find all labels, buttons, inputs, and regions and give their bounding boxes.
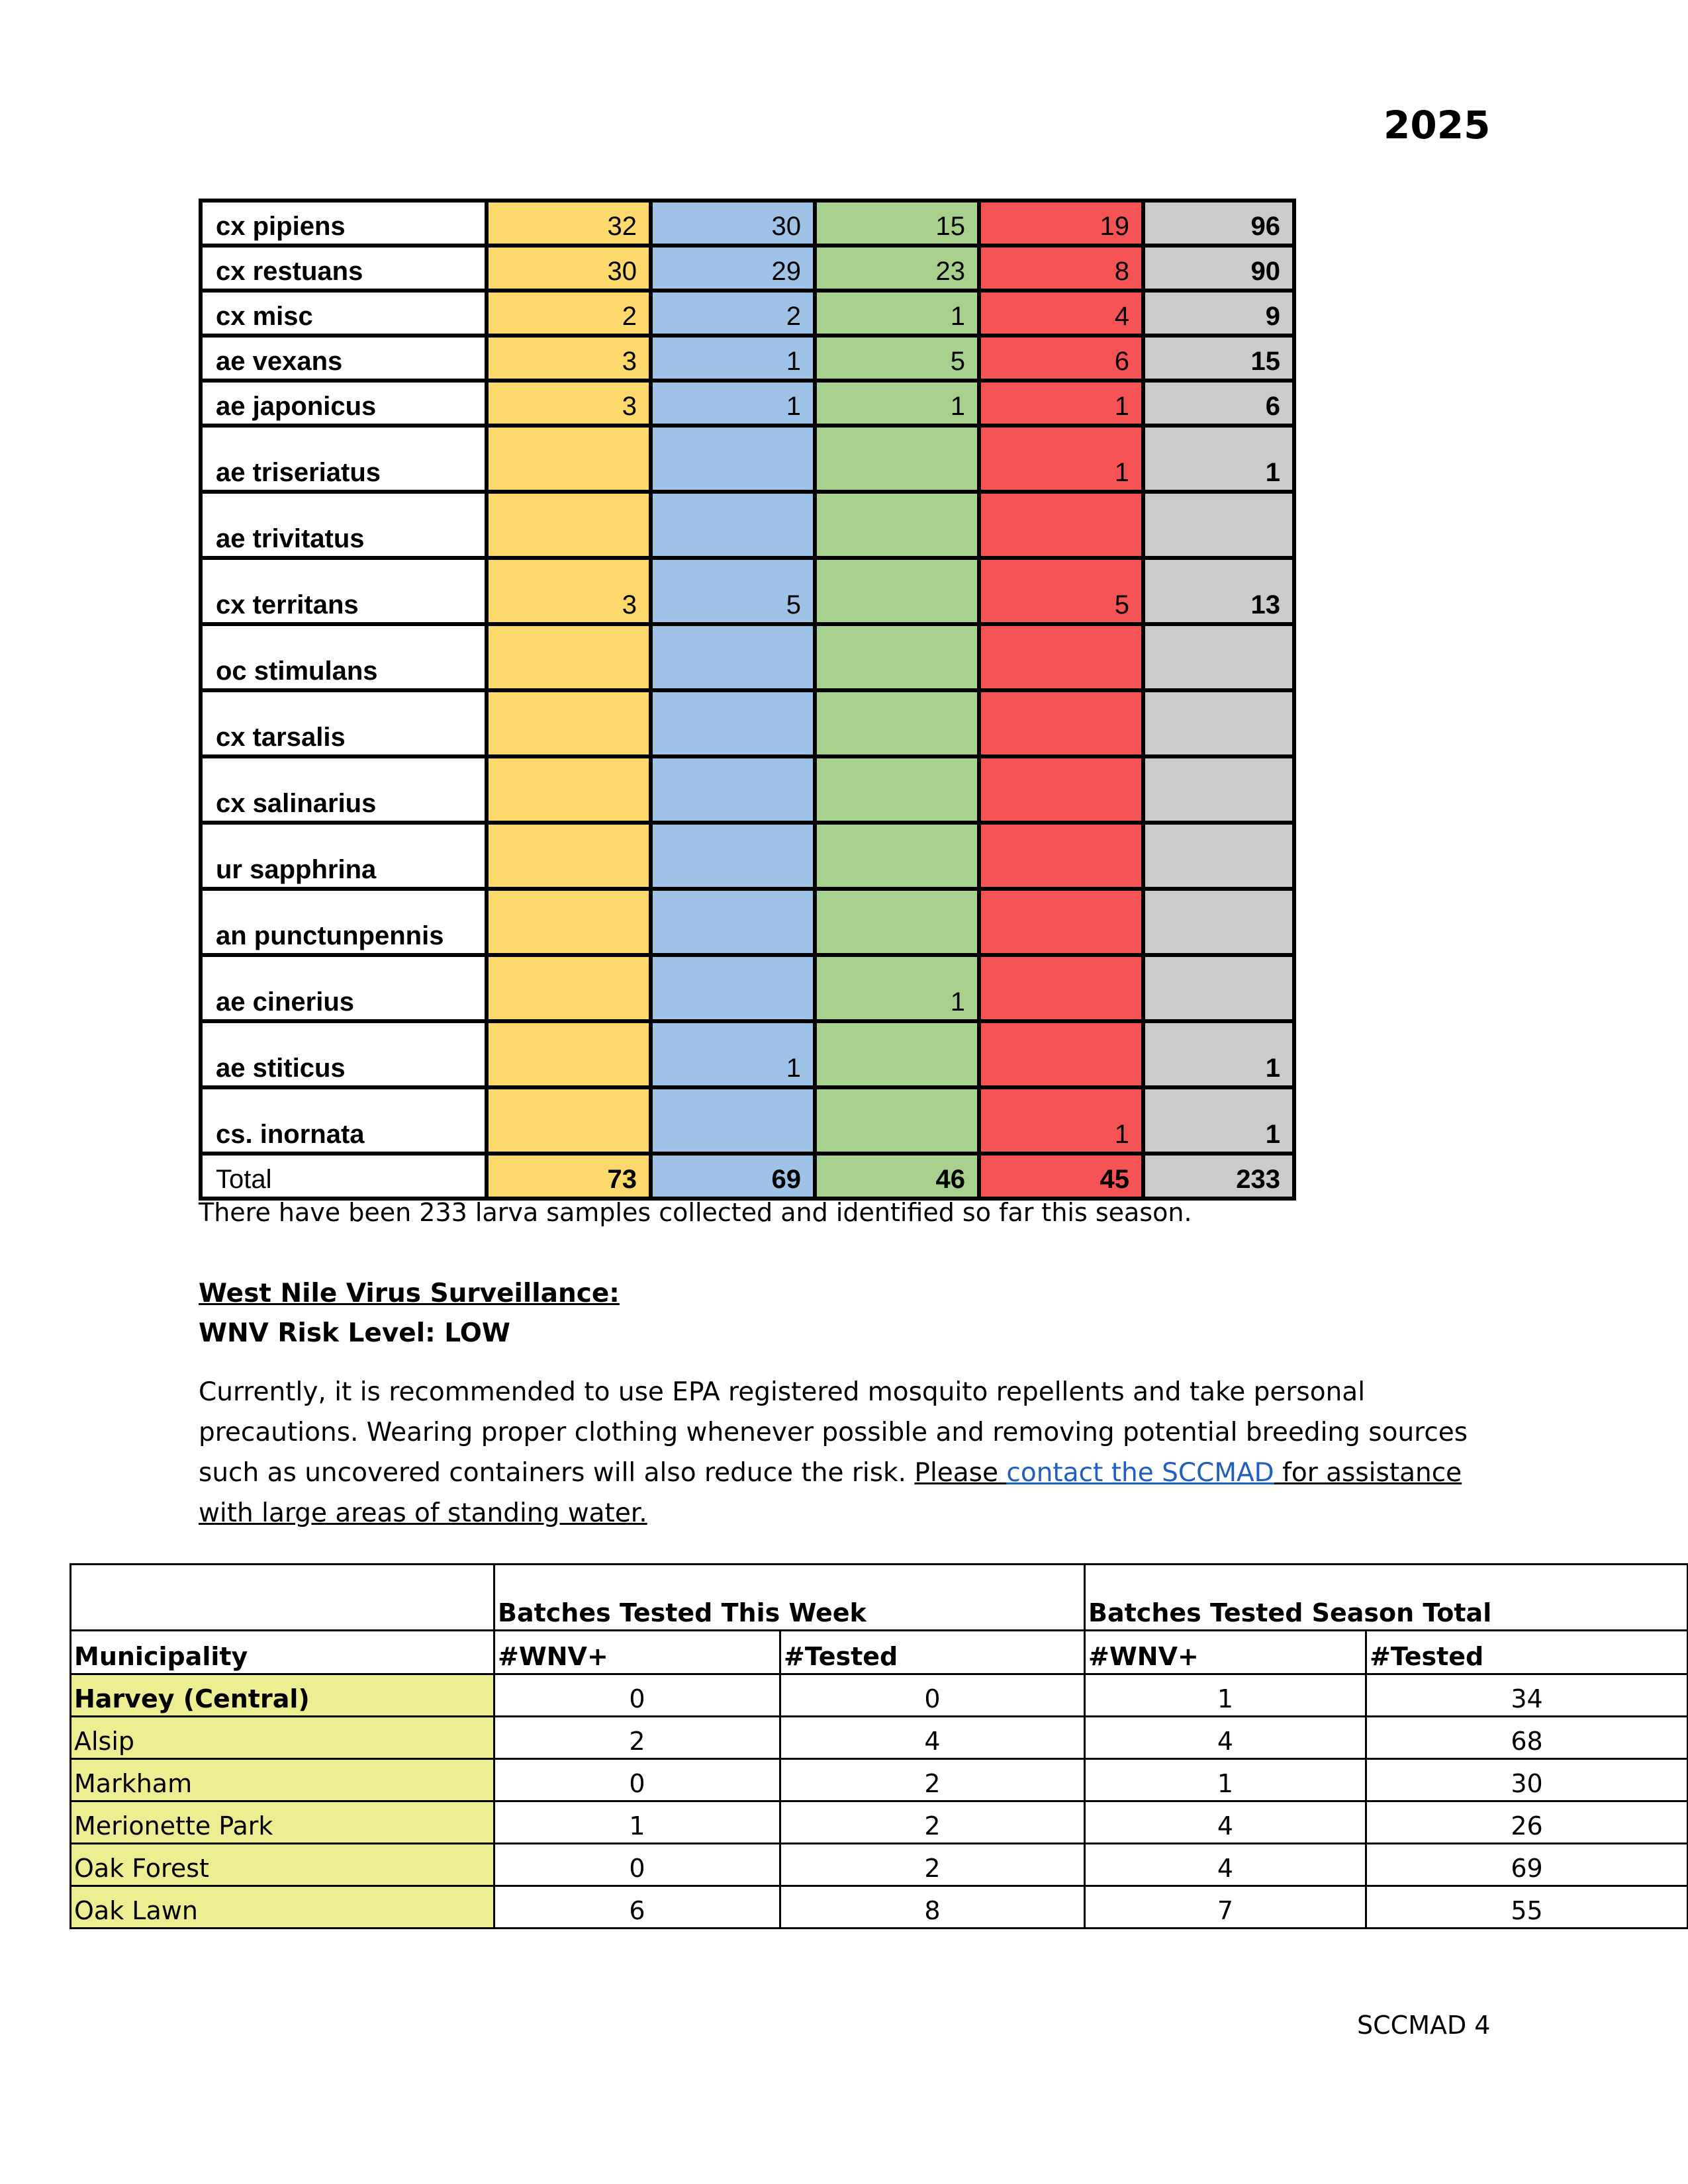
larva-row: [201, 291, 1294, 336]
larva-row-total-cell: 6: [1143, 381, 1294, 426]
wnv-group-header-row: [71, 1565, 1688, 1631]
municipality-cell: Oak Lawn: [71, 1886, 494, 1929]
week-wnv-cell: 0: [494, 1674, 780, 1717]
larva-count-cell: [815, 756, 979, 823]
larva-row-total-cell: [1143, 955, 1294, 1021]
wnv-row: [71, 1759, 1688, 1801]
larva-count-cell: 45: [979, 1154, 1143, 1199]
larva-count-cell: 3: [487, 381, 651, 426]
larva-row-total-cell: [1143, 823, 1294, 889]
larva-row: [201, 336, 1294, 381]
larva-count-cell: [487, 1021, 651, 1087]
group-season-header: Batches Tested Season Total: [1085, 1565, 1688, 1631]
larva-count-cell: [487, 492, 651, 558]
larva-row: [201, 690, 1294, 756]
wnv-row: [71, 1801, 1688, 1844]
larva-count-cell: [487, 955, 651, 1021]
species-name: ae vexans: [201, 336, 487, 381]
season-tested-cell: 26: [1366, 1801, 1688, 1844]
season-wnv-header: #WNV+: [1085, 1631, 1366, 1674]
larva-row: [201, 246, 1294, 291]
larva-row-total-cell: [1143, 690, 1294, 756]
larva-count-cell: [815, 624, 979, 690]
larva-row-total-cell: 15: [1143, 336, 1294, 381]
larva-row-total-cell: 9: [1143, 291, 1294, 336]
larva-row-total-cell: 1: [1143, 426, 1294, 492]
municipality-cell: Merionette Park: [71, 1801, 494, 1844]
season-wnv-cell: 1: [1085, 1674, 1366, 1717]
larva-count-cell: 1: [979, 1087, 1143, 1154]
species-name: cx salinarius: [201, 756, 487, 823]
municipality-cell: Harvey (Central): [71, 1674, 494, 1717]
advice-paragraph: [199, 1372, 1509, 1533]
larva-count-cell: [651, 492, 815, 558]
wnv-column-header-row: [71, 1631, 1688, 1674]
week-wnv-cell: 6: [494, 1886, 780, 1929]
larva-count-cell: [979, 1021, 1143, 1087]
larva-count-cell: [815, 426, 979, 492]
larva-count-cell: 15: [815, 201, 979, 246]
species-name: cx tarsalis: [201, 690, 487, 756]
week-wnv-cell: 2: [494, 1717, 780, 1759]
larva-count-cell: 69: [651, 1154, 815, 1199]
larva-count-cell: 5: [815, 336, 979, 381]
wnv-heading: [199, 1274, 620, 1353]
larva-count-cell: [487, 889, 651, 955]
larva-row-total-cell: 1: [1143, 1087, 1294, 1154]
larva-count-cell: 29: [651, 246, 815, 291]
larva-count-cell: 4: [979, 291, 1143, 336]
season-tested-cell: 55: [1366, 1886, 1688, 1929]
municipality-header: Municipality: [71, 1631, 494, 1674]
week-tested-cell: 2: [780, 1844, 1085, 1886]
larva-count-cell: 32: [487, 201, 651, 246]
larva-count-cell: 1: [979, 426, 1143, 492]
larva-count-cell: [651, 624, 815, 690]
larva-count-cell: 1: [651, 381, 815, 426]
larva-count-cell: 73: [487, 1154, 651, 1199]
larva-count-cell: [815, 690, 979, 756]
wnv-row: [71, 1717, 1688, 1759]
week-tested-cell: 4: [780, 1717, 1085, 1759]
larva-count-cell: 46: [815, 1154, 979, 1199]
species-name: oc stimulans: [201, 624, 487, 690]
larva-row: [201, 889, 1294, 955]
larva-count-cell: [651, 955, 815, 1021]
season-wnv-cell: 1: [1085, 1759, 1366, 1801]
species-name: cs. inornata: [201, 1087, 487, 1154]
season-tested-cell: 30: [1366, 1759, 1688, 1801]
species-name: ur sapphrina: [201, 823, 487, 889]
advice-link-pre: Please: [914, 1458, 1007, 1488]
week-tested-header: #Tested: [780, 1631, 1085, 1674]
larva-count-cell: 1: [979, 381, 1143, 426]
larva-row-total-cell: [1143, 492, 1294, 558]
larva-count-cell: [815, 558, 979, 624]
larva-count-cell: [979, 756, 1143, 823]
larva-row-total-cell: 233: [1143, 1154, 1294, 1199]
season-tested-header: #Tested: [1366, 1631, 1688, 1674]
larva-count-cell: 1: [815, 955, 979, 1021]
larva-count-cell: [815, 823, 979, 889]
larva-count-cell: 2: [487, 291, 651, 336]
week-wnv-cell: 1: [494, 1801, 780, 1844]
larva-table: [199, 199, 1296, 1201]
advice-link-post: for assistance with large areas of standing water.: [199, 1458, 1462, 1528]
larva-count-cell: [651, 889, 815, 955]
wnv-empty-header: [71, 1565, 494, 1631]
larva-count-cell: 23: [815, 246, 979, 291]
larva-row-total-cell: 96: [1143, 201, 1294, 246]
season-wnv-cell: 4: [1085, 1801, 1366, 1844]
season-wnv-cell: 7: [1085, 1886, 1366, 1929]
larva-row: [201, 1021, 1294, 1087]
season-wnv-cell: 4: [1085, 1717, 1366, 1759]
municipality-cell: Oak Forest: [71, 1844, 494, 1886]
larva-count-cell: [487, 1087, 651, 1154]
larva-count-cell: 3: [487, 336, 651, 381]
larva-count-cell: [979, 690, 1143, 756]
larva-row: [201, 955, 1294, 1021]
contact-sccmad-link[interactable]: contact the SCCMAD: [1006, 1458, 1274, 1488]
species-name: cx misc: [201, 291, 487, 336]
larva-count-cell: [651, 1087, 815, 1154]
larva-count-cell: [815, 492, 979, 558]
species-name: ae cinerius: [201, 955, 487, 1021]
municipality-cell: Alsip: [71, 1717, 494, 1759]
larva-count-cell: [979, 823, 1143, 889]
larva-row-total-cell: 90: [1143, 246, 1294, 291]
larva-count-cell: [979, 955, 1143, 1021]
week-tested-cell: 8: [780, 1886, 1085, 1929]
wnv-table: [70, 1563, 1688, 1929]
municipality-cell: Markham: [71, 1759, 494, 1801]
larva-count-cell: [979, 624, 1143, 690]
larva-count-cell: [815, 889, 979, 955]
larva-count-cell: 1: [815, 291, 979, 336]
larva-row: [201, 1087, 1294, 1154]
larva-row: [201, 624, 1294, 690]
week-wnv-cell: 0: [494, 1759, 780, 1801]
wnv-title: West Nile Virus Surveillance:: [199, 1279, 620, 1308]
season-tested-cell: 34: [1366, 1674, 1688, 1717]
species-name: cx pipiens: [201, 201, 487, 246]
group-week-header: Batches Tested This Week: [494, 1565, 1085, 1631]
larva-count-cell: [815, 1021, 979, 1087]
wnv-row: [71, 1674, 1688, 1717]
larva-row: [201, 201, 1294, 246]
season-tested-cell: 69: [1366, 1844, 1688, 1886]
larva-count-cell: 3: [487, 558, 651, 624]
larva-total-row: [201, 1154, 1294, 1199]
advice-text: Currently, it is recommended to use EPA registered mosquito repellents and take personal precautions. Wearing proper clothing whenever possible and removing potential breeding sources such as uncovered containers will also reduce the risk.: [199, 1377, 1468, 1488]
larva-row-total-cell: [1143, 889, 1294, 955]
page-year: 2025: [1383, 103, 1491, 148]
larva-row: [201, 381, 1294, 426]
larva-count-cell: [487, 426, 651, 492]
species-name: ae japonicus: [201, 381, 487, 426]
larva-count-cell: [651, 756, 815, 823]
larva-row: [201, 426, 1294, 492]
wnv-risk-level: WNV Risk Level: LOW: [199, 1318, 510, 1348]
larva-row: [201, 492, 1294, 558]
larva-count-cell: 30: [487, 246, 651, 291]
wnv-row: [71, 1886, 1688, 1929]
season-wnv-cell: 4: [1085, 1844, 1366, 1886]
larva-row-total-cell: 13: [1143, 558, 1294, 624]
larva-caption: There have been 233 larva samples collected and identified so far this season.: [199, 1198, 1192, 1227]
larva-row: [201, 756, 1294, 823]
week-tested-cell: 2: [780, 1801, 1085, 1844]
larva-row-total-cell: [1143, 624, 1294, 690]
larva-count-cell: [651, 690, 815, 756]
larva-row: [201, 823, 1294, 889]
species-name: an punctunpennis: [201, 889, 487, 955]
species-name: cx territans: [201, 558, 487, 624]
larva-count-cell: [487, 756, 651, 823]
page-footer: SCCMAD 4: [1357, 2011, 1491, 2040]
species-name: ae stiticus: [201, 1021, 487, 1087]
week-tested-cell: 0: [780, 1674, 1085, 1717]
larva-count-cell: 30: [651, 201, 815, 246]
larva-count-cell: 19: [979, 201, 1143, 246]
larva-row-total-cell: 1: [1143, 1021, 1294, 1087]
larva-count-cell: [979, 889, 1143, 955]
larva-count-cell: 6: [979, 336, 1143, 381]
larva-count-cell: [487, 624, 651, 690]
total-label: Total: [201, 1154, 487, 1199]
larva-count-cell: 5: [651, 558, 815, 624]
larva-count-cell: 2: [651, 291, 815, 336]
larva-count-cell: [815, 1087, 979, 1154]
larva-count-cell: 1: [651, 336, 815, 381]
larva-count-cell: [487, 823, 651, 889]
larva-count-cell: 1: [815, 381, 979, 426]
larva-count-cell: [979, 492, 1143, 558]
week-wnv-cell: 0: [494, 1844, 780, 1886]
larva-row-total-cell: [1143, 756, 1294, 823]
week-tested-cell: 2: [780, 1759, 1085, 1801]
week-wnv-header: #WNV+: [494, 1631, 780, 1674]
larva-count-cell: 5: [979, 558, 1143, 624]
larva-count-cell: 1: [651, 1021, 815, 1087]
species-name: ae triseriatus: [201, 426, 487, 492]
larva-row: [201, 558, 1294, 624]
species-name: cx restuans: [201, 246, 487, 291]
species-name: ae trivitatus: [201, 492, 487, 558]
wnv-row: [71, 1844, 1688, 1886]
larva-count-cell: [487, 690, 651, 756]
larva-count-cell: 8: [979, 246, 1143, 291]
larva-count-cell: [651, 823, 815, 889]
larva-count-cell: [651, 426, 815, 492]
season-tested-cell: 68: [1366, 1717, 1688, 1759]
